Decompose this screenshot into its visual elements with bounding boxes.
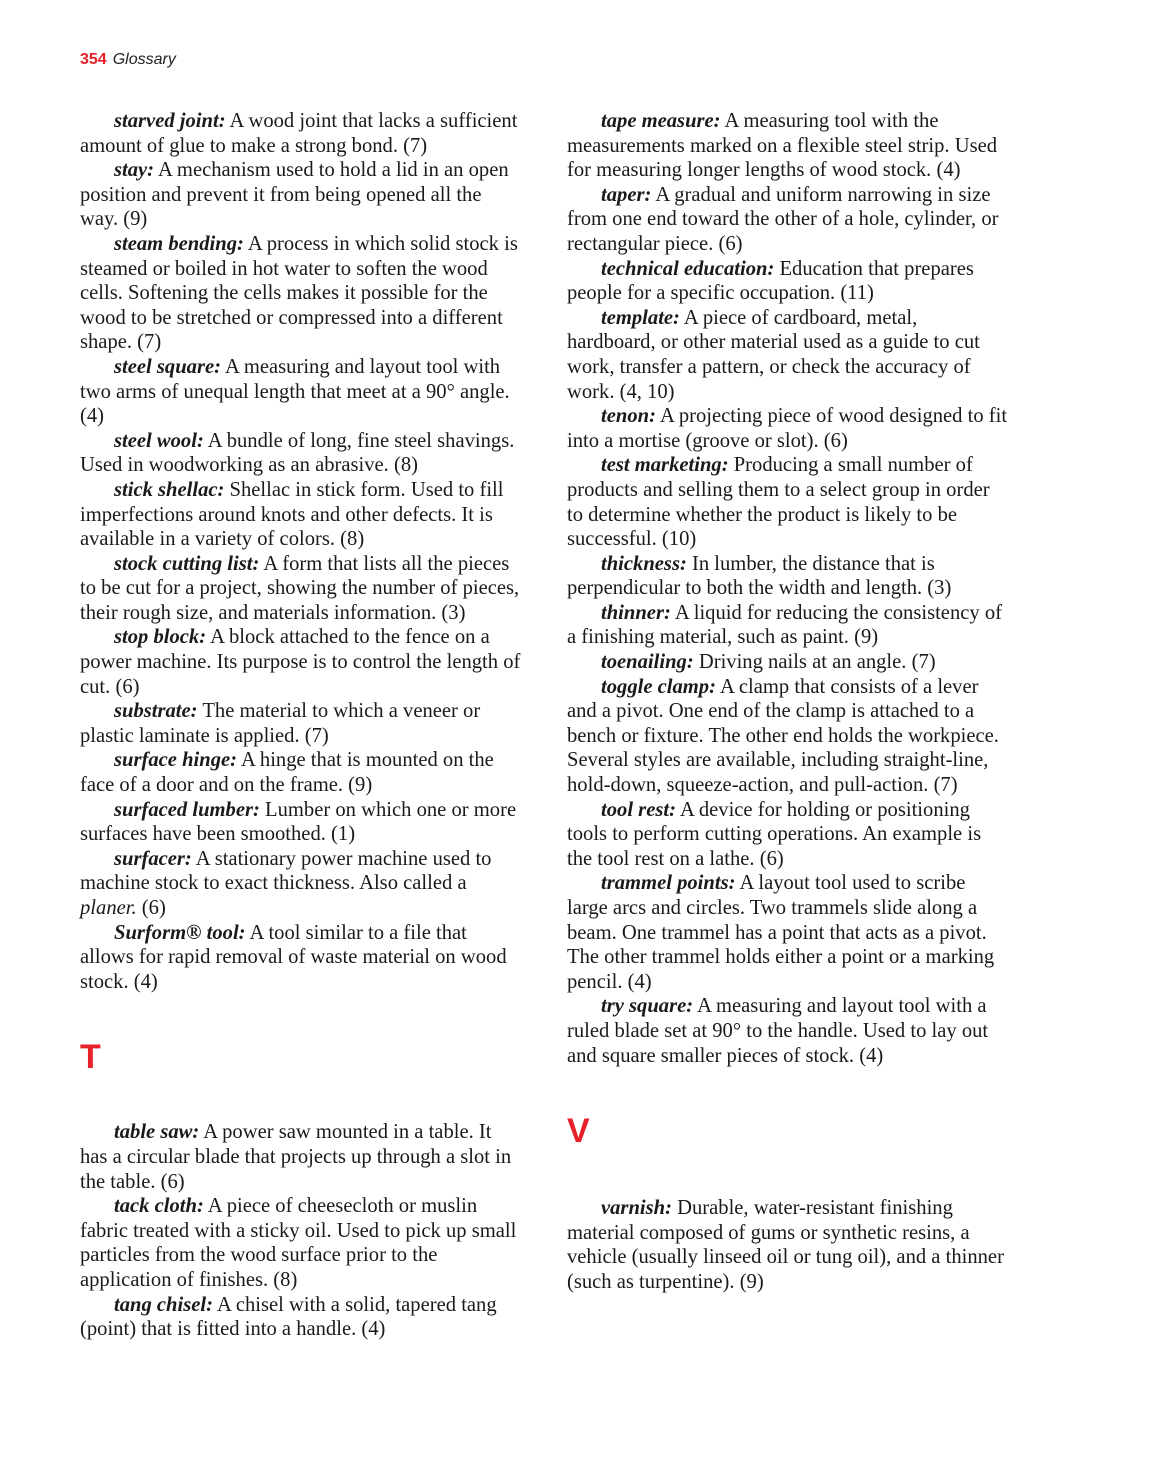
glossary-entry bbox=[567, 601, 1009, 650]
glossary-definition: A piece of cheesecloth or muslin fabric treated with a sticky oil. Used to pick up small particles from the wood surface prior to the application of finishes. (8) bbox=[80, 1195, 517, 1291]
glossary-definition: A piece of cardboard, metal, hardboard, or other material used as a guide to cut work, transfer a pattern, or check the accuracy of work. (4, 10) bbox=[567, 306, 980, 403]
glossary-definition: A power saw mounted in a table. It has a circular blade that projects up through a slot in the table. (6) bbox=[80, 1121, 512, 1193]
glossary-definition: A mechanism used to hold a lid in an open position and prevent it from being opened all the way. (9) bbox=[80, 159, 509, 231]
glossary-term: surfacer: bbox=[114, 847, 192, 870]
glossary-definition: Producing a small number of products and selling them to a select group in order to determine whether the product is likely to be successful. (10) bbox=[567, 454, 990, 551]
entries-t-right bbox=[567, 109, 1009, 1068]
glossary-definition: A projecting piece of wood designed to fit into a mortise (groove or slot). (6) bbox=[567, 405, 1008, 452]
glossary-entry bbox=[80, 232, 522, 355]
glossary-definition: A measuring and layout tool with two arms of unequal length that meet at a 90° angle. (4) bbox=[80, 355, 510, 428]
glossary-definition: A chisel with a solid, tapered tang (point) that is fitted into a handle. (4) bbox=[80, 1293, 497, 1341]
glossary-entry bbox=[80, 109, 522, 158]
glossary-definition: A layout tool used to scribe large arcs and circles. Two trammels slide along a beam. One trammel has a point that acts as a pivot. The other trammel holds either a point or a marking pencil. (4) bbox=[567, 872, 995, 993]
glossary-term: thickness: bbox=[601, 552, 687, 575]
glossary-entry bbox=[567, 552, 1009, 601]
glossary-term: toggle clamp: bbox=[601, 675, 716, 698]
glossary-term: thinner: bbox=[601, 601, 671, 624]
glossary-entry bbox=[567, 650, 1009, 675]
glossary-entry bbox=[567, 109, 1009, 183]
glossary-definition: Driving nails at an angle. (7) bbox=[693, 651, 936, 674]
glossary-entry bbox=[80, 1194, 522, 1292]
glossary-definition: A wood joint that lacks a sufficient amount of glue to make a strong bond. (7) bbox=[80, 110, 518, 157]
glossary-definition: A device for holding or positioning tools to perform cutting operations. An example is the tool rest on a lathe. (6) bbox=[567, 798, 982, 870]
glossary-entry bbox=[80, 1120, 522, 1194]
glossary-term: surfaced lumber: bbox=[114, 798, 260, 821]
glossary-term: taper: bbox=[601, 183, 652, 206]
glossary-definition: A gradual and uniform narrowing in size from one end toward the other of a hole, cylinder, or rectangular piece. (6) bbox=[567, 183, 999, 255]
glossary-definition-end: (6) bbox=[136, 897, 166, 919]
glossary-definition: A hinge that is mounted on the face of a door and on the frame. (9) bbox=[80, 749, 494, 797]
glossary-term: Surform® tool: bbox=[114, 921, 246, 944]
glossary-term: trammel points: bbox=[601, 872, 736, 895]
glossary-term: stop block: bbox=[114, 626, 207, 649]
glossary-entry bbox=[567, 257, 1009, 306]
glossary-entry bbox=[567, 453, 1009, 551]
glossary-definition: A form that lists all the pieces to be cut for a project, showing the number of pieces, their rough size, and materials information. (3) bbox=[80, 552, 520, 624]
glossary-term: test marketing: bbox=[601, 454, 729, 477]
glossary-definition: Durable, water-resistant finishing material composed of gums or synthetic resins, a vehicle (usually linseed oil or tung oil), and a thinner (such as turpentine). (9) bbox=[567, 1197, 1004, 1293]
glossary-entry bbox=[567, 675, 1009, 798]
entries-v bbox=[567, 1196, 1009, 1294]
glossary-term: tape measure: bbox=[601, 110, 721, 132]
glossary-definition: Shellac in stick form. Used to fill imperfections around knots and other defects. It is available in a variety of colors. (8) bbox=[80, 478, 504, 551]
glossary-entry bbox=[567, 404, 1009, 453]
glossary-definition: Education that prepares people for a specific occupation. (11) bbox=[567, 257, 974, 305]
glossary-entry bbox=[567, 183, 1009, 257]
glossary-term: steel square: bbox=[114, 355, 221, 378]
glossary-term: starved joint: bbox=[114, 110, 226, 132]
glossary-term: tack cloth: bbox=[114, 1195, 204, 1218]
glossary-definition: A tool similar to a file that allows for rapid removal of waste material on wood stock. (4) bbox=[80, 921, 507, 993]
glossary-term: technical education: bbox=[601, 257, 775, 280]
glossary-term: surface hinge: bbox=[114, 749, 237, 772]
glossary-definition: A process in which solid stock is steamed or boiled in hot water to soften the wood cells. Softening the cells makes it possible for the wood to be stretched or compressed into a different shape. (7) bbox=[80, 232, 518, 354]
glossary-term: try square: bbox=[601, 995, 694, 1018]
glossary-entry bbox=[80, 625, 522, 699]
glossary-term: steam bending: bbox=[114, 232, 244, 255]
glossary-definition: A clamp that consists of a lever and a pivot. One end of the clamp is attached to a bench or fixture. The other end holds the workpiece. Several styles are available, including straight-line, hold-down, squeeze-action, and pull-action. (7) bbox=[567, 675, 999, 797]
glossary-term: tool rest: bbox=[601, 798, 676, 821]
glossary-definition: A measuring tool with the measurements marked on a flexible steel strip. Used for measuring longer lengths of wood stock. (4) bbox=[567, 110, 998, 182]
glossary-term: table saw: bbox=[114, 1121, 200, 1144]
glossary-term: stock cutting list: bbox=[114, 552, 260, 575]
glossary-entry bbox=[80, 847, 522, 921]
entries-t-left bbox=[80, 1120, 522, 1341]
glossary-entry bbox=[567, 798, 1009, 872]
glossary-term: tang chisel: bbox=[114, 1293, 213, 1316]
entries-s bbox=[80, 109, 522, 994]
glossary-term: tenon: bbox=[601, 405, 656, 428]
glossary-definition: The material to which a veneer or plastic laminate is applied. (7) bbox=[80, 700, 481, 747]
glossary-term: toenailing: bbox=[601, 651, 694, 674]
glossary-entry bbox=[80, 921, 522, 995]
letter-heading-v: V bbox=[567, 1112, 590, 1151]
glossary-term: varnish: bbox=[601, 1197, 672, 1220]
running-head bbox=[80, 50, 176, 70]
glossary-entry bbox=[80, 478, 522, 552]
glossary-definition: A liquid for reducing the consistency of a finishing material, such as paint. (9) bbox=[567, 601, 1002, 649]
glossary-entry bbox=[567, 1196, 1009, 1294]
glossary-entry bbox=[80, 158, 522, 232]
glossary-entry bbox=[80, 355, 522, 429]
glossary-term: steel wool: bbox=[114, 429, 204, 452]
letter-heading-t: T bbox=[80, 1038, 101, 1077]
glossary-definition: A block attached to the fence on a power machine. Its purpose is to control the length of cut. (6) bbox=[80, 626, 521, 698]
glossary-entry bbox=[80, 798, 522, 847]
glossary-entry bbox=[80, 552, 522, 626]
glossary-alt-term: planer. bbox=[80, 897, 137, 919]
glossary-term: template: bbox=[601, 306, 680, 329]
glossary-definition: In lumber, the distance that is perpendicular to both the width and length. (3) bbox=[567, 552, 952, 600]
glossary-term: stay: bbox=[114, 159, 155, 182]
glossary-term: stick shellac: bbox=[114, 478, 225, 501]
glossary-definition: Lumber on which one or more surfaces have been smoothed. (1) bbox=[80, 798, 517, 846]
glossary-definition: A measuring and layout tool with a ruled blade set at 90° to the handle. Used to lay out and square smaller pieces of stock. (4) bbox=[567, 995, 989, 1067]
glossary-entry bbox=[80, 1293, 522, 1342]
glossary-entry bbox=[80, 748, 522, 797]
glossary-definition: A bundle of long, fine steel shavings. Used in woodworking as an abrasive. (8) bbox=[80, 429, 515, 477]
left-column bbox=[80, 109, 522, 1342]
glossary-entry bbox=[80, 699, 522, 748]
glossary-entry bbox=[80, 429, 522, 478]
glossary-entry bbox=[567, 306, 1009, 404]
page-number: 354 bbox=[80, 51, 107, 68]
glossary-term: substrate: bbox=[114, 700, 198, 723]
glossary-definition: A stationary power machine used to machine stock to exact thickness. Also called a bbox=[80, 847, 492, 895]
glossary-entry bbox=[567, 871, 1009, 994]
glossary-entry bbox=[567, 994, 1009, 1068]
section-title: Glossary bbox=[112, 51, 176, 68]
right-column bbox=[567, 109, 1009, 1295]
